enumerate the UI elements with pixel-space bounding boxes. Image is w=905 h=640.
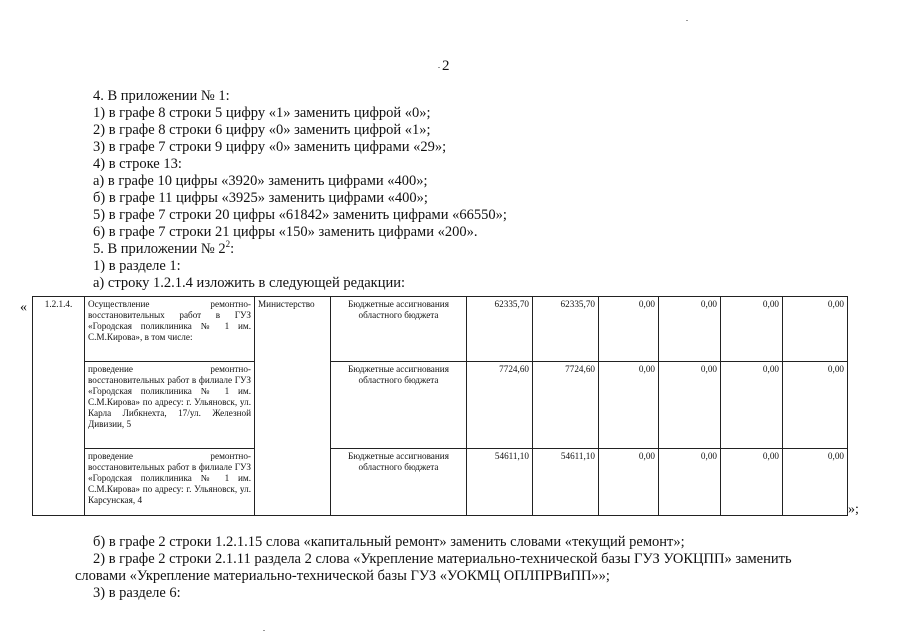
amendment-line: 2) в графе 8 строки 6 цифру «0» заменить цифрой «1»;: [93, 122, 431, 138]
appendix-superscript: 2: [225, 239, 231, 250]
row-value: 54611,10: [467, 449, 533, 516]
amendment-line: 3) в графе 7 строки 9 цифру «0» заменить цифрами «29»;: [93, 139, 447, 155]
page-number: 2: [442, 58, 450, 74]
row-description: проведение ремонтно-восстановительных работ в филиале ГУЗ «Городская поликлиника № 1 им. С.М.Кирова» по адресу: г. Ульяновск, ул. Карсунская, 4: [85, 449, 255, 516]
row-value: 7724,60: [533, 362, 599, 449]
row-value: 0,00: [783, 449, 848, 516]
row-funding-source: Бюджетные ассигнования областного бюджета: [331, 362, 467, 449]
amendment-line: б) в графе 11 цифры «3925» заменить цифрами «400»;: [93, 190, 428, 206]
row-value: 0,00: [659, 449, 721, 516]
amendment-line: 1) в графе 8 строки 5 цифру «1» заменить цифрой «0»;: [93, 105, 431, 121]
row-value: 0,00: [783, 362, 848, 449]
row-value: 54611,10: [533, 449, 599, 516]
close-quote: »;: [848, 502, 859, 517]
row-value: 0,00: [599, 449, 659, 516]
after-line: 2) в графе 2 строки 2.1.11 раздела 2 слова «Укрепление материально-технической базы ГУЗ УОКЦПП» заменить: [93, 551, 792, 567]
scan-speck: [263, 630, 265, 631]
scan-speck: [438, 67, 440, 68]
amendment-line: 5) в графе 7 строки 20 цифры «61842» заменить цифрами «66550»;: [93, 207, 507, 223]
amendment-line: 4) в строке 13:: [93, 156, 182, 172]
row-funding-source: Бюджетные ассигнования областного бюджета: [331, 449, 467, 516]
row-description: Осуществление ремонтно-восстановительных работ в ГУЗ «Городская поликлиника № 1 им. С.М.Кирова», в том числе:: [85, 297, 255, 362]
section-line: 1) в разделе 1:: [93, 258, 181, 274]
row-value: 0,00: [783, 297, 848, 362]
scan-speck: [686, 20, 688, 21]
row-value: 0,00: [659, 297, 721, 362]
row-description: проведение ремонтно-восстановительных работ в филиале ГУЗ «Городская поликлиника № 1 им. С.М.Кирова» по адресу: г. Ульяновск, ул. Карла Либкнехта, 17/ул. Железной Дивизии, 5: [85, 362, 255, 449]
row-code: 1.2.1.4.: [33, 297, 85, 516]
appendix-colon: :: [230, 241, 235, 257]
after-line: словами «Укрепление материально-технической базы ГУЗ «УОКМЦ ОПЛПРВиПП»»;: [75, 568, 610, 584]
after-line: 3) в разделе 6:: [93, 585, 181, 601]
row-value: 0,00: [599, 362, 659, 449]
amendment-line: а) в графе 10 цифры «3920» заменить цифрами «400»;: [93, 173, 428, 189]
table-row: [33, 362, 848, 449]
row-value: 62335,70: [533, 297, 599, 362]
row-executor: Министерство: [255, 297, 331, 516]
row-value: 0,00: [721, 297, 783, 362]
row-funding-source: Бюджетные ассигнования областного бюджета: [331, 297, 467, 362]
amendment-line: 4. В приложении № 1:: [93, 88, 230, 104]
after-line: б) в графе 2 строки 1.2.1.15 слова «капитальный ремонт» заменить словами «текущий ремонт»;: [93, 534, 685, 550]
table-row: [33, 449, 848, 516]
amendment-line: 6) в графе 7 строки 21 цифры «150» заменить цифрами «200».: [93, 224, 478, 240]
row-value: 7724,60: [467, 362, 533, 449]
appendix-heading: [93, 241, 234, 257]
table-row: [33, 297, 848, 362]
row-value: 0,00: [599, 297, 659, 362]
row-value: 62335,70: [467, 297, 533, 362]
amendment-table: [32, 296, 848, 516]
open-quote: «: [20, 300, 27, 315]
row-value: 0,00: [721, 362, 783, 449]
section-line: а) строку 1.2.1.4 изложить в следующей редакции:: [93, 275, 406, 291]
row-value: 0,00: [721, 449, 783, 516]
appendix-label: 5. В приложении № 2: [93, 241, 226, 257]
row-value: 0,00: [659, 362, 721, 449]
